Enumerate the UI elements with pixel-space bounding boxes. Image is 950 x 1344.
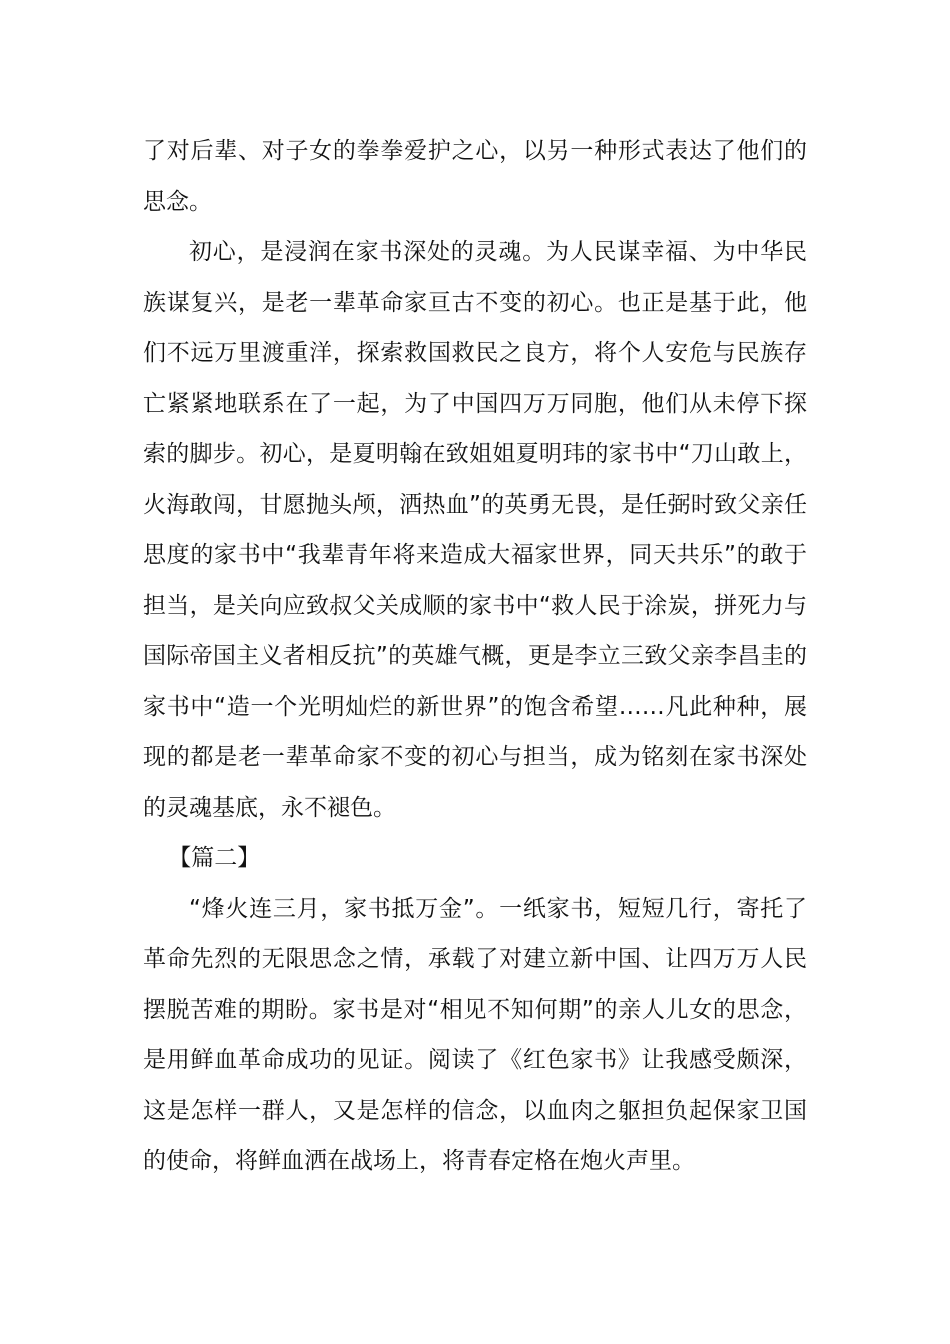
document-body [143, 126, 807, 1187]
paragraph-family-letters: “烽火连三月，家书抵万金”。一纸家书，短短几行，寄托了革命先烈的无限思念之情，承载了对建立新中国、让四万万人民摆脱苦难的期盼。家书是对“相见不知何期”的亲人儿女的思念，是用鲜血革命成功的见证。阅读了《红色家书》让我感受颇深，这是怎样一群人，又是怎样的信念，以血肉之躯担负起保家卫国的使命，将鲜血洒在战场上，将青春定格在炮火声里。 [143, 895, 807, 1174]
section-heading: 【篇二】 [168, 845, 261, 871]
paragraph-continued: 了对后辈、对子女的拳拳爱护之心，以另一种形式表达了他们的思念。 [143, 138, 807, 215]
paragraph-original-intention: 初心，是浸润在家书深处的灵魂。为人民谋幸福、为中华民族谋复兴，是老一辈革命家亘古不变的初心。也正是基于此，他们不远万里渡重洋，探索救国救民之良方，将个人安危与民族存亡紧紧地联系在了一起，为了中国四万万同胞，他们从未停下探索的脚步。初心，是夏明翰在致姐姐夏明玮的家书中“刀山敢上，火海敢闯，甘愿抛头颅，洒热血”的英勇无畏，是任弼时致父亲任思度的家书中“我辈青年将来造成大福家世界，同天共乐”的敢于担当，是关向应致叔父关成顺的家书中“救人民于涂炭，拼死力与国际帝国主义者相反抗”的英雄气概，更是李立三致父亲李昌圭的家书中“造一个光明灿烂的新世界”的饱含希望……凡此种种，展现的都是老一辈革命家不变的初心与担当，成为铭刻在家书深处的灵魂基底，永不褪色。 [143, 239, 807, 821]
